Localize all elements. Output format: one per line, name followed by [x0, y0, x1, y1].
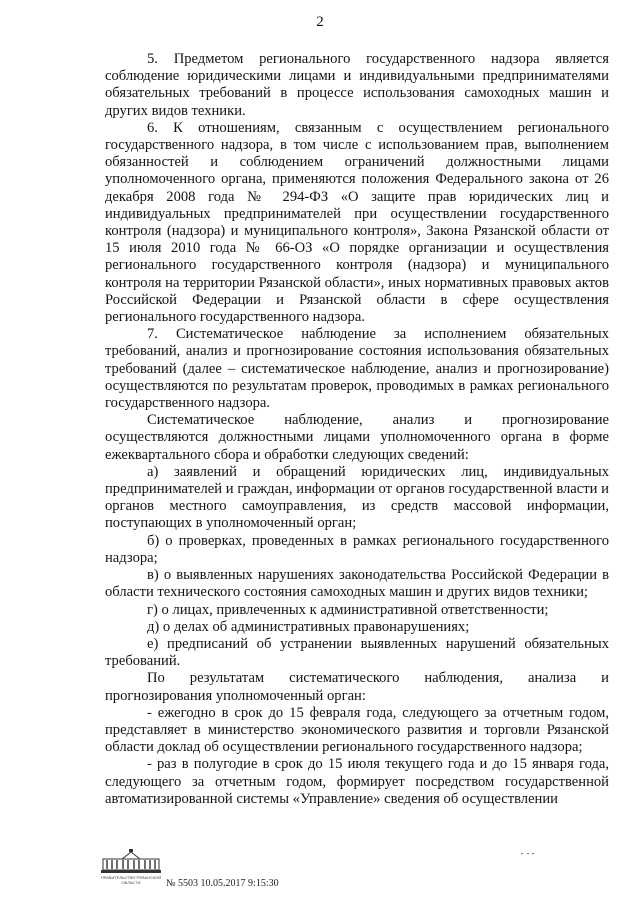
- list-item-v: в) о выявленных нарушениях законодательства Российской Федерации в области технического состояния самоходных машин и других видов техники;: [105, 567, 609, 601]
- paragraph-7: 7. Систематическое наблюдение за исполнением обязательных требований, анализ и прогнозирование состояния использования обязательных требований (далее – систематическое наблюдение, анализ и прогнозирование) осуществляются по результатам проверок, проводимых в рамках регионального государственного надзора.: [105, 326, 609, 412]
- government-building-emblem-icon: [100, 848, 162, 874]
- footer: [100, 848, 360, 888]
- paragraph-results: По результатам систематического наблюдения, анализа и прогнозирования уполномоченный орган:: [105, 670, 609, 704]
- paragraph-6: 6. К отношениям, связанным с осуществлением регионального государственного надзора, в том числе с использованием прав, выполнением обязанностей и соблюдением ограничений должностными лицами уполномоченного органа, применяются положения Федерального закона от 26 декабря 2008 года № 294-ФЗ «О защите прав юридических лиц и индивидуальных предпринимателей при осуществлении государственного контроля (надзора) и муниципального контроля», Закона Рязанской области от 15 июля 2010 года № 66-ОЗ «О порядке организации и осуществления регионального государственного контроля (надзора) и муниципального контроля на территории Рязанской области», иных нормативных правовых актов Российской Федерации и Рязанской области в сфере осуществления регионального государственного надзора.: [105, 119, 609, 326]
- list-item-g: г) о лицах, привлеченных к административной ответственности;: [147, 601, 549, 618]
- page-number: 2: [316, 14, 324, 30]
- registration-stamp: № 5503 10.05.2017 9:15:30: [166, 878, 279, 889]
- list-item-a: а) заявлений и обращений юридических лиц, индивидуальных предпринимателей и граждан, информации от органов государственной власти и органов местного самоуправления, из средств массовой информации, поступающих в уполномоченный орган;: [105, 463, 609, 532]
- dash-item-semiannual: - раз в полугодие в срок до 15 июля текущего года и до 15 января года, следующего за отчетным годом, формирует посредством государственной автоматизированной системы «Управление» сведения об осуществлении: [105, 756, 609, 807]
- paragraph-monitoring-form: Систематическое наблюдение, анализ и прогнозирование осуществляются должностными лицами уполномоченного органа в форме ежеквартального сбора и обработки следующих сведений:: [105, 412, 609, 463]
- paragraph-5: 5. Предметом регионального государственного надзора является соблюдение юридическими лицами и индивидуальными предпринимателями обязательных требований в процессе использования самоходных машин и других видов техники.: [105, 51, 609, 119]
- list-item-e: е) предписаний об устранении выявленных нарушений обязательных требований.: [105, 635, 609, 670]
- document-body: [105, 51, 609, 808]
- emblem-caption: ПРАВИТЕЛЬСТВО РЯЗАНСКОЙ ОБЛАСТИ: [100, 875, 162, 885]
- dash-item-annual-report: - ежегодно в срок до 15 февраля года, следующего за отчетным годом, представляет в министерство экономического развития и торговли Рязанской области доклад об осуществлении регионального государственного надзора;: [105, 704, 609, 756]
- list-item-b: б) о проверках, проведенных в рамках регионального государственного надзора;: [105, 532, 609, 566]
- scan-mark-icon: [520, 852, 536, 855]
- list-item-d: д) о делах об административных правонарушениях;: [147, 618, 470, 635]
